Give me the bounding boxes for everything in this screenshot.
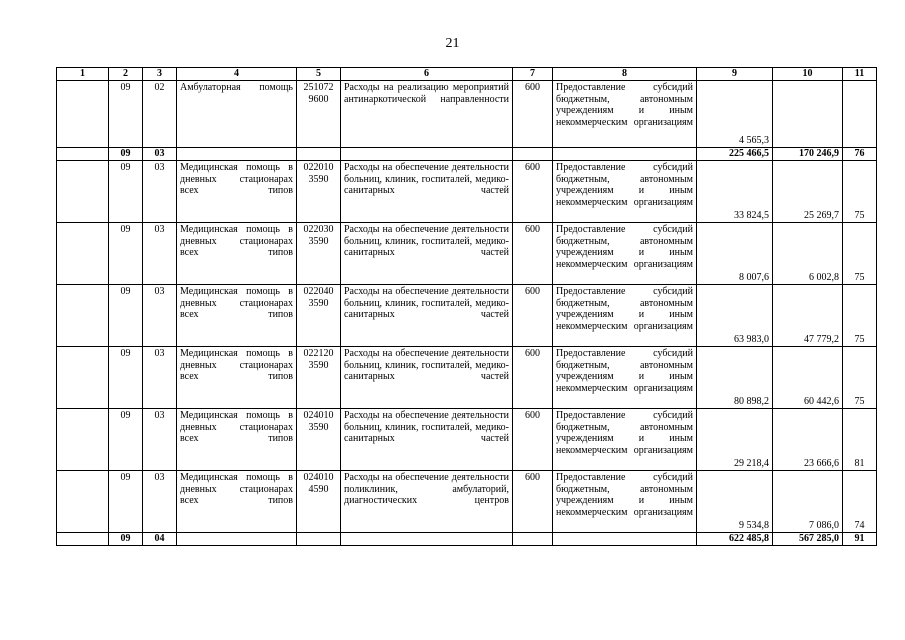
expense-description-cell	[341, 533, 513, 546]
header-cell: 6	[341, 68, 513, 81]
header-cell: 8	[553, 68, 697, 81]
expense-type-name-cell: Предоставление субсидий бюджетным, автономным учреждениям и иным некоммерческим организациям	[553, 285, 697, 347]
budget-table	[56, 67, 877, 546]
percent-cell: 76	[843, 148, 877, 161]
empty-cell	[57, 471, 109, 533]
expense-description-cell: Расходы на обеспечение деятельности больниц, клиник, госпиталей, медико-санитарных частей	[341, 409, 513, 471]
expense-description-cell: Расходы на обеспечение деятельности больниц, клиник, госпиталей, медико-санитарных частей	[341, 347, 513, 409]
subsection-code-cell: 03	[143, 161, 177, 223]
section-name-cell: Медицинская помощь в дневных стационарах всех типов	[177, 347, 297, 409]
section-name-cell	[177, 148, 297, 161]
section-code-cell: 09	[109, 285, 143, 347]
page-number: 21	[445, 36, 460, 51]
expense-type-name-cell	[553, 533, 697, 546]
section-name-cell	[177, 533, 297, 546]
section-name-cell: Медицинская помощь в дневных стационарах всех типов	[177, 161, 297, 223]
plan-amount-cell: 622 485,8	[697, 533, 773, 546]
percent-cell: 75	[843, 285, 877, 347]
expense-type-name-cell: Предоставление субсидий бюджетным, автономным учреждениям и иным некоммерческим организациям	[553, 471, 697, 533]
section-code-cell: 09	[109, 471, 143, 533]
empty-cell	[57, 409, 109, 471]
target-code-cell: 022120 3590	[297, 347, 341, 409]
expense-description-cell: Расходы на обеспечение деятельности больниц, клиник, госпиталей, медико-санитарных частей	[341, 161, 513, 223]
actual-amount-cell: 7 086,0	[773, 471, 843, 533]
actual-amount-cell: 23 666,6	[773, 409, 843, 471]
empty-cell	[57, 148, 109, 161]
header-cell: 3	[143, 68, 177, 81]
actual-amount-cell: 170 246,9	[773, 148, 843, 161]
percent-cell: 74	[843, 471, 877, 533]
plan-amount-cell: 8 007,6	[697, 223, 773, 285]
subsection-code-cell: 03	[143, 471, 177, 533]
subsection-code-cell: 04	[143, 533, 177, 546]
table-body	[57, 68, 877, 546]
percent-cell	[843, 81, 877, 148]
subsection-code-cell: 03	[143, 148, 177, 161]
expense-description-cell: Расходы на обеспечение деятельности поликлиник, амбулаторий, диагностических центров	[341, 471, 513, 533]
subtotal-row	[57, 148, 877, 161]
percent-cell: 75	[843, 223, 877, 285]
plan-amount-cell: 4 565,3	[697, 81, 773, 148]
expense-type-name-cell: Предоставление субсидий бюджетным, автономным учреждениям и иным некоммерческим организациям	[553, 347, 697, 409]
empty-cell	[57, 161, 109, 223]
header-cell: 5	[297, 68, 341, 81]
plan-amount-cell: 29 218,4	[697, 409, 773, 471]
section-name-cell: Медицинская помощь в дневных стационарах всех типов	[177, 223, 297, 285]
table-row	[57, 81, 877, 148]
expense-type-code-cell: 600	[513, 223, 553, 285]
plan-amount-cell: 63 983,0	[697, 285, 773, 347]
table-row	[57, 347, 877, 409]
expense-type-code-cell: 600	[513, 471, 553, 533]
table-row	[57, 409, 877, 471]
actual-amount-cell: 567 285,0	[773, 533, 843, 546]
empty-cell	[57, 223, 109, 285]
percent-cell: 75	[843, 161, 877, 223]
expense-type-code-cell: 600	[513, 409, 553, 471]
subsection-code-cell: 03	[143, 285, 177, 347]
actual-amount-cell: 60 442,6	[773, 347, 843, 409]
expense-type-code-cell: 600	[513, 347, 553, 409]
percent-cell: 75	[843, 347, 877, 409]
subsection-code-cell: 03	[143, 223, 177, 285]
header-cell: 1	[57, 68, 109, 81]
percent-cell: 81	[843, 409, 877, 471]
target-code-cell: 251072 9600	[297, 81, 341, 148]
section-code-cell: 09	[109, 223, 143, 285]
expense-type-code-cell: 600	[513, 161, 553, 223]
expense-description-cell: Расходы на обеспечение деятельности больниц, клиник, госпиталей, медико-санитарных частей	[341, 285, 513, 347]
empty-cell	[57, 285, 109, 347]
plan-amount-cell: 9 534,8	[697, 471, 773, 533]
actual-amount-cell: 47 779,2	[773, 285, 843, 347]
table-header-row	[57, 68, 877, 81]
target-code-cell	[297, 533, 341, 546]
subsection-code-cell: 03	[143, 409, 177, 471]
expense-type-code-cell: 600	[513, 81, 553, 148]
target-code-cell: 022030 3590	[297, 223, 341, 285]
plan-amount-cell: 225 466,5	[697, 148, 773, 161]
section-code-cell: 09	[109, 81, 143, 148]
subsection-code-cell: 03	[143, 347, 177, 409]
expense-type-name-cell	[553, 148, 697, 161]
subsection-code-cell: 02	[143, 81, 177, 148]
target-code-cell: 022010 3590	[297, 161, 341, 223]
header-cell: 9	[697, 68, 773, 81]
target-code-cell: 024010 4590	[297, 471, 341, 533]
actual-amount-cell	[773, 81, 843, 148]
section-name-cell: Амбулаторная помощь	[177, 81, 297, 148]
empty-cell	[57, 347, 109, 409]
expense-description-cell	[341, 148, 513, 161]
expense-type-name-cell: Предоставление субсидий бюджетным, автономным учреждениям и иным некоммерческим организациям	[553, 409, 697, 471]
actual-amount-cell: 6 002,8	[773, 223, 843, 285]
target-code-cell: 024010 3590	[297, 409, 341, 471]
header-cell: 11	[843, 68, 877, 81]
table-row	[57, 285, 877, 347]
expense-type-name-cell: Предоставление субсидий бюджетным, автономным учреждениям и иным некоммерческим организациям	[553, 81, 697, 148]
target-code-cell: 022040 3590	[297, 285, 341, 347]
expense-type-code-cell: 600	[513, 285, 553, 347]
expense-description-cell: Расходы на обеспечение деятельности больниц, клиник, госпиталей, медико-санитарных частей	[341, 223, 513, 285]
plan-amount-cell: 80 898,2	[697, 347, 773, 409]
empty-cell	[57, 533, 109, 546]
expense-type-code-cell	[513, 533, 553, 546]
expense-description-cell: Расходы на реализацию мероприятий антинаркотической направленности	[341, 81, 513, 148]
section-code-cell: 09	[109, 533, 143, 546]
expense-type-name-cell: Предоставление субсидий бюджетным, автономным учреждениям и иным некоммерческим организациям	[553, 161, 697, 223]
header-cell: 7	[513, 68, 553, 81]
section-code-cell: 09	[109, 161, 143, 223]
section-code-cell: 09	[109, 347, 143, 409]
table-row	[57, 223, 877, 285]
subtotal-row	[57, 533, 877, 546]
section-code-cell: 09	[109, 148, 143, 161]
section-name-cell: Медицинская помощь в дневных стационарах всех типов	[177, 285, 297, 347]
empty-cell	[57, 81, 109, 148]
expense-type-name-cell: Предоставление субсидий бюджетным, автономным учреждениям и иным некоммерческим организациям	[553, 223, 697, 285]
expense-type-code-cell	[513, 148, 553, 161]
target-code-cell	[297, 148, 341, 161]
header-cell: 10	[773, 68, 843, 81]
section-name-cell: Медицинская помощь в дневных стационарах всех типов	[177, 409, 297, 471]
percent-cell: 91	[843, 533, 877, 546]
header-cell: 2	[109, 68, 143, 81]
plan-amount-cell: 33 824,5	[697, 161, 773, 223]
section-name-cell: Медицинская помощь в дневных стационарах всех типов	[177, 471, 297, 533]
section-code-cell: 09	[109, 409, 143, 471]
header-cell: 4	[177, 68, 297, 81]
table-row	[57, 161, 877, 223]
table-row	[57, 471, 877, 533]
actual-amount-cell: 25 269,7	[773, 161, 843, 223]
